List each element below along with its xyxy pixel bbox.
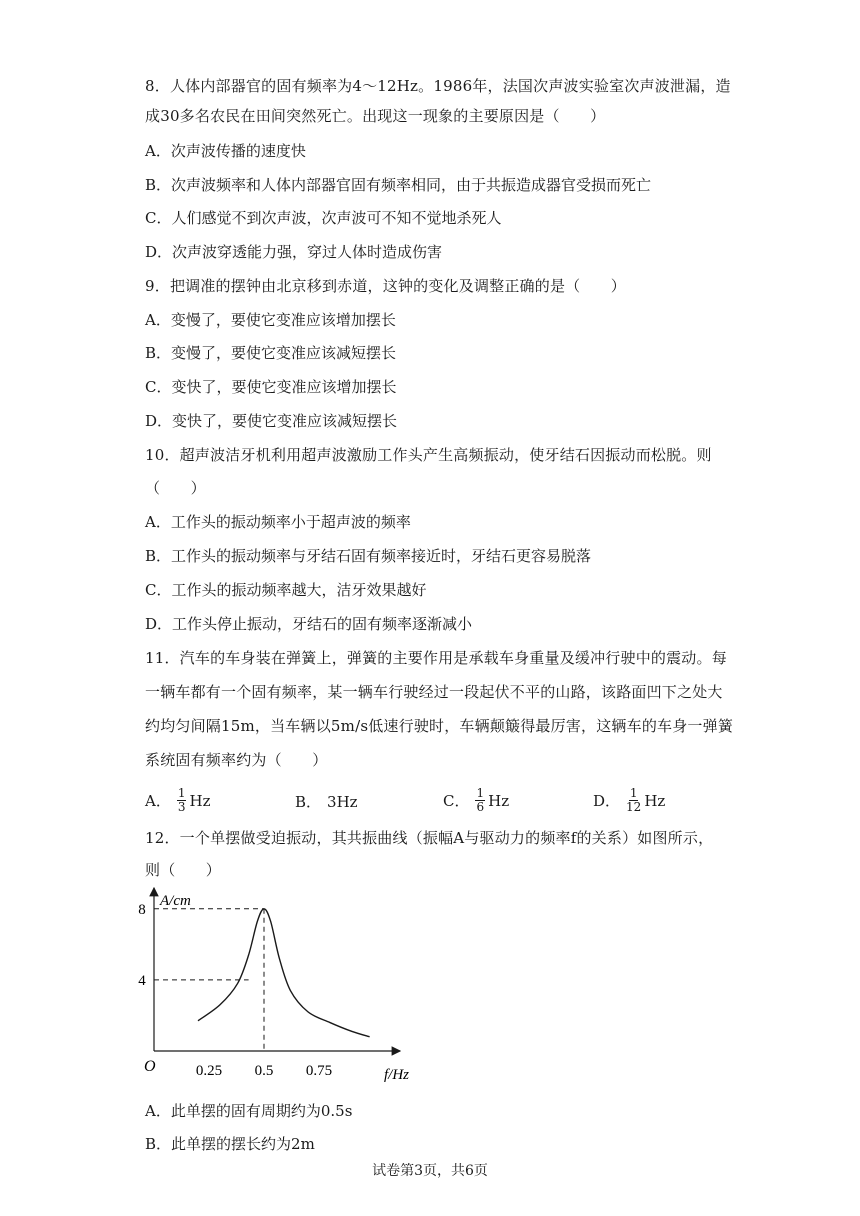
denominator: 3 <box>177 800 186 814</box>
numerator: 1 <box>177 786 186 800</box>
q10-stem-line-1: 10．超声波洁牙机利用超声波激励工作头产生高频振动，使牙结石因振动而松脱。则 <box>145 446 712 464</box>
q11-option-b-label: B． <box>295 793 322 811</box>
q11-options <box>145 787 705 815</box>
fraction <box>626 787 641 814</box>
page-footer: 试卷第3页，共6页 <box>372 1163 488 1179</box>
q9-stem: 9．把调准的摆钟由北京移到赤道，这钟的变化及调整正确的是（ ） <box>145 277 626 295</box>
q9-option-b: B．变慢了，要使它变准应该减短摆长 <box>145 344 397 362</box>
x-tick-label: 0.75 <box>305 1063 333 1079</box>
q11-option-b <box>295 791 358 812</box>
chart-plot-area <box>138 888 400 1079</box>
q11-stem-line-2: 一辆车都有一个固有频率，某一辆车行驶经过一段起伏不平的山路，该路面凹下之处大 <box>145 683 723 701</box>
q9-option-a: A．变慢了，要使它变准应该增加摆长 <box>145 311 396 329</box>
x-axis-label: f/Hz <box>384 1067 410 1083</box>
q9-option-d: D．变快了，要使它变准应该减短摆长 <box>145 412 398 430</box>
q12-option-b: B．此单摆的摆长约为2m <box>145 1135 315 1153</box>
q11-option-a <box>145 787 210 814</box>
unit: Hz <box>488 791 510 810</box>
x-tick-label: 0.5 <box>254 1063 274 1079</box>
numerator: 1 <box>629 786 638 800</box>
q11-option-d <box>593 787 665 814</box>
q8-stem-line-2: 成30多名农民在田间突然死亡。出现这一现象的主要原因是（ ） <box>145 107 606 125</box>
q8-option-b: B．次声波频率和人体内部器官固有频率相同，由于共振造成器官受损而死亡 <box>145 176 652 194</box>
resonance-curve-chart <box>140 880 410 1090</box>
unit: Hz <box>189 791 211 810</box>
q11-stem-line-1: 11．汽车的车身装在弹簧上，弹簧的主要作用是承载车身重量及缓冲行驶中的震动。每 <box>145 649 727 667</box>
q8-option-d: D．次声波穿透能力强，穿过人体时造成伤害 <box>145 243 443 261</box>
fraction <box>177 787 187 814</box>
q8-stem-line-1: 8．人体内部器官的固有频率为4～12Hz。1986年，法国次声波实验室次声波泄漏，造 <box>145 77 731 95</box>
q11-option-c-label: C． <box>443 792 470 810</box>
q10-option-c: C．工作头的振动频率越大，洁牙效果越好 <box>145 581 427 599</box>
origin-label: O <box>144 1058 156 1075</box>
q11-option-d-label: D． <box>593 792 621 810</box>
y-axis-label: A/cm <box>160 893 191 909</box>
q8-option-a: A．次声波传播的速度快 <box>145 142 306 160</box>
q10-stem-line-2: （ ） <box>145 479 206 497</box>
q11-option-b-value: 3Hz <box>327 792 358 811</box>
q12-option-a: A．此单摆的固有周期约为0.5s <box>145 1102 353 1120</box>
q11-stem-line-4: 系统固有频率约为（ ） <box>145 751 328 769</box>
q12-stem-line-1: 12．一个单摆做受迫振动，其共振曲线（振幅A与驱动力的频率f的关系）如图所示， <box>145 829 714 847</box>
q11-option-a-label: A． <box>145 792 171 810</box>
q10-option-d: D．工作头停止振动，牙结石的固有频率逐渐减小 <box>145 615 473 633</box>
y-tick-label: 4 <box>138 972 146 989</box>
x-tick-label: 0.25 <box>195 1063 223 1079</box>
numerator: 1 <box>476 786 485 800</box>
unit: Hz <box>644 791 666 810</box>
denominator: 6 <box>476 800 485 814</box>
fraction <box>475 787 485 814</box>
resonance-curve <box>198 909 370 1037</box>
q9-option-c: C．变快了，要使它变准应该增加摆长 <box>145 378 397 396</box>
q8-option-c: C．人们感觉不到次声波，次声波可不知不觉地杀死人 <box>145 209 502 227</box>
q12-stem-line-2: 则（ ） <box>145 861 222 879</box>
q11-option-c <box>443 787 509 814</box>
q10-option-a: A．工作头的振动频率小于超声波的频率 <box>145 513 411 531</box>
q10-option-b: B．工作头的振动频率与牙结石固有频率接近时，牙结石更容易脱落 <box>145 547 592 565</box>
denominator: 12 <box>626 800 642 814</box>
q11-stem-line-3: 约均匀间隔15m，当车辆以5m/s低速行驶时，车辆颠簸得最厉害，这辆车的车身一弹簧 <box>145 717 734 735</box>
y-tick-label: 8 <box>138 901 146 918</box>
